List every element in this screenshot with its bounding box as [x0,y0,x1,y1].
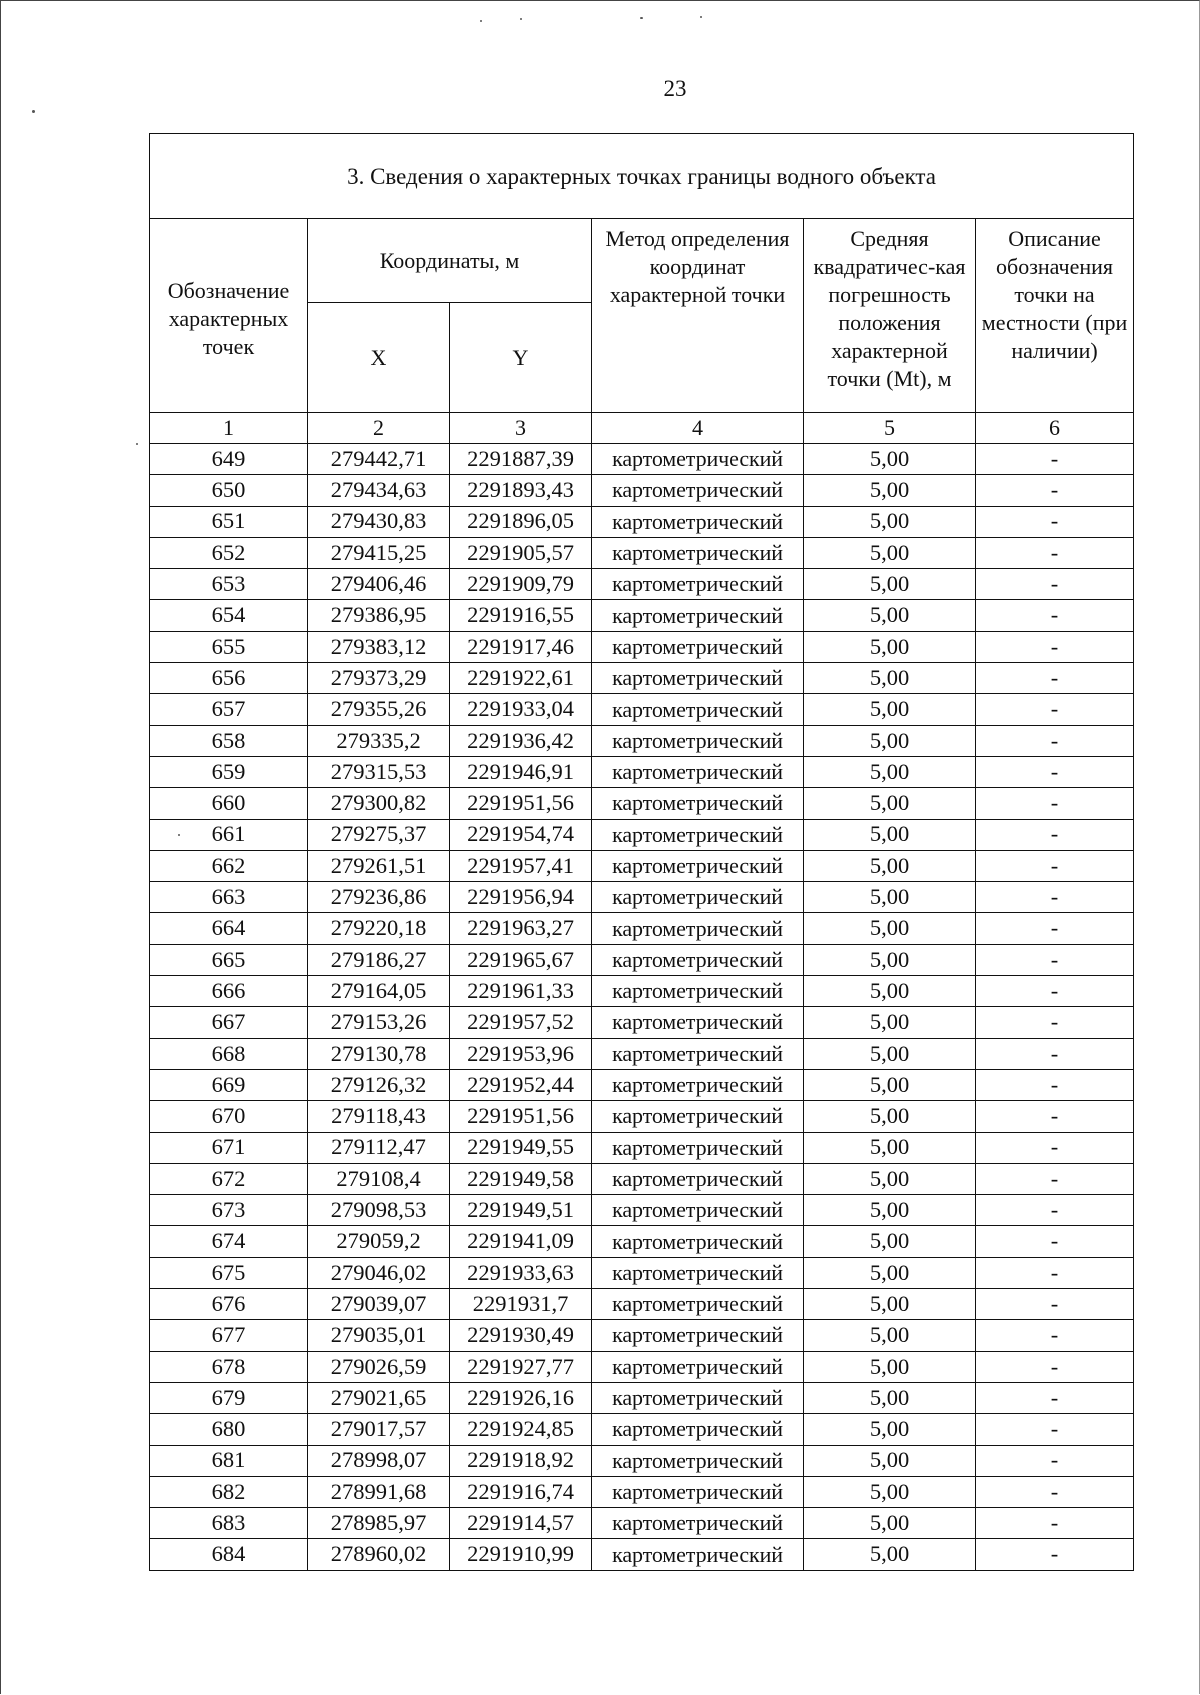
method-cell: картометрический [592,850,804,881]
table-row [150,1163,1134,1194]
column-number: 5 [804,413,976,444]
table-row [150,506,1134,537]
rms-error-cell: 5,00 [804,1351,976,1382]
method-cell: картометрический [592,1508,804,1539]
y-coordinate-cell: 2291956,94 [450,882,592,913]
y-coordinate-cell: 2291909,79 [450,569,592,600]
description-cell: - [976,1539,1134,1570]
table-row [150,1320,1134,1351]
method-cell: картометрический [592,976,804,1007]
description-cell: - [976,1382,1134,1413]
description-cell: - [976,444,1134,475]
x-coordinate-cell: 279059,2 [308,1226,450,1257]
header-coordinates: Координаты, м [308,219,592,303]
table-row [150,788,1134,819]
scan-speck [520,18,522,20]
method-cell: картометрический [592,1414,804,1445]
header-method: Метод определения координат характерной точки [592,219,804,413]
description-cell: - [976,1289,1134,1320]
point-designation-cell: 683 [150,1508,308,1539]
description-cell: - [976,1101,1134,1132]
table-title: 3. Сведения о характерных точках границы водного объекта [150,134,1134,219]
y-coordinate-cell: 2291946,91 [450,756,592,787]
x-coordinate-cell: 279261,51 [308,850,450,881]
method-cell: картометрический [592,1132,804,1163]
description-cell: - [976,1320,1134,1351]
point-designation-cell: 677 [150,1320,308,1351]
point-designation-cell: 664 [150,913,308,944]
description-cell: - [976,506,1134,537]
y-coordinate-cell: 2291957,41 [450,850,592,881]
y-coordinate-cell: 2291941,09 [450,1226,592,1257]
y-coordinate-cell: 2291933,04 [450,694,592,725]
y-coordinate-cell: 2291905,57 [450,537,592,568]
rms-error-cell: 5,00 [804,756,976,787]
scan-speck [640,17,643,19]
y-coordinate-cell: 2291926,16 [450,1382,592,1413]
method-cell: картометрический [592,694,804,725]
point-designation-cell: 660 [150,788,308,819]
point-designation-cell: 679 [150,1382,308,1413]
x-coordinate-cell: 279039,07 [308,1289,450,1320]
point-designation-cell: 662 [150,850,308,881]
description-cell: - [976,537,1134,568]
point-designation-cell: 665 [150,944,308,975]
x-coordinate-cell: 279130,78 [308,1038,450,1069]
x-coordinate-cell: 279236,86 [308,882,450,913]
rms-error-cell: 5,00 [804,475,976,506]
point-designation-cell: 661 [150,819,308,850]
table-row [150,1289,1134,1320]
x-coordinate-cell: 279442,71 [308,444,450,475]
point-designation-cell: 668 [150,1038,308,1069]
x-coordinate-cell: 279164,05 [308,976,450,1007]
description-cell: - [976,913,1134,944]
point-designation-cell: 655 [150,631,308,662]
method-cell: картометрический [592,663,804,694]
x-coordinate-cell: 279021,65 [308,1382,450,1413]
point-designation-cell: 667 [150,1007,308,1038]
table-row [150,663,1134,694]
point-designation-cell: 676 [150,1289,308,1320]
page-number: 23 [663,76,687,101]
method-cell: картометрический [592,725,804,756]
point-designation-cell: 673 [150,1195,308,1226]
description-cell: - [976,1508,1134,1539]
method-cell: картометрический [592,1195,804,1226]
description-cell: - [976,569,1134,600]
point-designation-cell: 669 [150,1069,308,1100]
table-body [150,444,1134,1571]
method-cell: картометрический [592,788,804,819]
method-cell: картометрический [592,819,804,850]
x-coordinate-cell: 279275,37 [308,819,450,850]
table-row [150,1508,1134,1539]
rms-error-cell: 5,00 [804,1007,976,1038]
x-coordinate-cell: 279035,01 [308,1320,450,1351]
header-point-designation: Обозначение характерных точек [150,219,308,413]
point-designation-cell: 652 [150,537,308,568]
column-number: 2 [308,413,450,444]
x-coordinate-cell: 279300,82 [308,788,450,819]
x-coordinate-cell: 278991,68 [308,1476,450,1507]
method-cell: картометрический [592,1351,804,1382]
method-cell: картометрический [592,756,804,787]
rms-error-cell: 5,00 [804,850,976,881]
description-cell: - [976,1069,1134,1100]
point-designation-cell: 678 [150,1351,308,1382]
table-row [150,756,1134,787]
method-cell: картометрический [592,1257,804,1288]
point-designation-cell: 658 [150,725,308,756]
point-designation-cell: 659 [150,756,308,787]
point-designation-cell: 653 [150,569,308,600]
description-cell: - [976,944,1134,975]
x-coordinate-cell: 279153,26 [308,1007,450,1038]
y-coordinate-cell: 2291918,92 [450,1445,592,1476]
rms-error-cell: 5,00 [804,537,976,568]
x-coordinate-cell: 279373,29 [308,663,450,694]
table-row [150,1257,1134,1288]
point-designation-cell: 650 [150,475,308,506]
table-row [150,944,1134,975]
rms-error-cell: 5,00 [804,1445,976,1476]
x-coordinate-cell: 279118,43 [308,1101,450,1132]
table-row [150,882,1134,913]
description-cell: - [976,882,1134,913]
table-row [150,976,1134,1007]
x-coordinate-cell: 279220,18 [308,913,450,944]
table-row [150,1132,1134,1163]
y-coordinate-cell: 2291957,52 [450,1007,592,1038]
method-cell: картометрический [592,569,804,600]
rms-error-cell: 5,00 [804,882,976,913]
table-row [150,600,1134,631]
x-coordinate-cell: 279335,2 [308,725,450,756]
point-designation-cell: 672 [150,1163,308,1194]
rms-error-cell: 5,00 [804,1163,976,1194]
y-coordinate-cell: 2291887,39 [450,444,592,475]
method-cell: картометрический [592,1163,804,1194]
rms-error-cell: 5,00 [804,506,976,537]
y-coordinate-cell: 2291933,63 [450,1257,592,1288]
rms-error-cell: 5,00 [804,1226,976,1257]
boundary-points-table [149,133,1134,1571]
x-coordinate-cell: 279112,47 [308,1132,450,1163]
point-designation-cell: 657 [150,694,308,725]
point-designation-cell: 684 [150,1539,308,1570]
method-cell: картометрический [592,600,804,631]
table-row [150,1007,1134,1038]
point-designation-cell: 671 [150,1132,308,1163]
x-coordinate-cell: 279415,25 [308,537,450,568]
rms-error-cell: 5,00 [804,444,976,475]
rms-error-cell: 5,00 [804,913,976,944]
method-cell: картометрический [592,882,804,913]
rms-error-cell: 5,00 [804,1289,976,1320]
x-coordinate-cell: 279430,83 [308,506,450,537]
table-row [150,1414,1134,1445]
description-cell: - [976,663,1134,694]
description-cell: - [976,1226,1134,1257]
rms-error-cell: 5,00 [804,694,976,725]
rms-error-cell: 5,00 [804,1539,976,1570]
rms-error-cell: 5,00 [804,1320,976,1351]
description-cell: - [976,475,1134,506]
column-number: 6 [976,413,1134,444]
table-row [150,569,1134,600]
rms-error-cell: 5,00 [804,1414,976,1445]
point-designation-cell: 681 [150,1445,308,1476]
x-coordinate-cell: 279406,46 [308,569,450,600]
description-cell: - [976,1414,1134,1445]
description-cell: - [976,725,1134,756]
description-cell: - [976,788,1134,819]
point-designation-cell: 670 [150,1101,308,1132]
x-coordinate-cell: 278960,02 [308,1539,450,1570]
point-designation-cell: 654 [150,600,308,631]
scan-speck [480,20,482,22]
y-coordinate-cell: 2291953,96 [450,1038,592,1069]
header-rms-error: Средняя квадратичес-кая погрешность положения характерной точки (Mt), м [804,219,976,413]
y-coordinate-cell: 2291916,55 [450,600,592,631]
rms-error-cell: 5,00 [804,1038,976,1069]
y-coordinate-cell: 2291954,74 [450,819,592,850]
table-row [150,694,1134,725]
point-designation-cell: 680 [150,1414,308,1445]
table-row [150,444,1134,475]
y-coordinate-cell: 2291949,51 [450,1195,592,1226]
table-row [150,1226,1134,1257]
description-cell: - [976,1038,1134,1069]
x-coordinate-cell: 278998,07 [308,1445,450,1476]
point-designation-cell: 682 [150,1476,308,1507]
table-row [150,537,1134,568]
x-coordinate-cell: 279186,27 [308,944,450,975]
method-cell: картометрический [592,944,804,975]
method-cell: картометрический [592,1289,804,1320]
description-cell: - [976,756,1134,787]
rms-error-cell: 5,00 [804,1382,976,1413]
description-cell: - [976,819,1134,850]
x-coordinate-cell: 279434,63 [308,475,450,506]
x-coordinate-cell: 279383,12 [308,631,450,662]
column-numbers-row [150,413,1134,444]
y-coordinate-cell: 2291922,61 [450,663,592,694]
rms-error-cell: 5,00 [804,1195,976,1226]
y-coordinate-cell: 2291931,7 [450,1289,592,1320]
header-x: X [308,303,450,413]
y-coordinate-cell: 2291949,55 [450,1132,592,1163]
description-cell: - [976,631,1134,662]
rms-error-cell: 5,00 [804,1257,976,1288]
description-cell: - [976,1163,1134,1194]
rms-error-cell: 5,00 [804,976,976,1007]
y-coordinate-cell: 2291916,74 [450,1476,592,1507]
method-cell: картометрический [592,1320,804,1351]
y-coordinate-cell: 2291952,44 [450,1069,592,1100]
point-designation-cell: 651 [150,506,308,537]
y-coordinate-cell: 2291910,99 [450,1539,592,1570]
description-cell: - [976,600,1134,631]
table-row [150,1038,1134,1069]
method-cell: картометрический [592,1101,804,1132]
method-cell: картометрический [592,631,804,662]
x-coordinate-cell: 279098,53 [308,1195,450,1226]
table-row [150,1069,1134,1100]
rms-error-cell: 5,00 [804,819,976,850]
method-cell: картометрический [592,537,804,568]
scan-speck [136,443,138,445]
point-designation-cell: 663 [150,882,308,913]
y-coordinate-cell: 2291896,05 [450,506,592,537]
table-row [150,913,1134,944]
method-cell: картометрический [592,1226,804,1257]
x-coordinate-cell: 279046,02 [308,1257,450,1288]
point-designation-cell: 674 [150,1226,308,1257]
rms-error-cell: 5,00 [804,600,976,631]
rms-error-cell: 5,00 [804,788,976,819]
description-cell: - [976,1445,1134,1476]
header-y: Y [450,303,592,413]
method-cell: картометрический [592,444,804,475]
rms-error-cell: 5,00 [804,631,976,662]
method-cell: картометрический [592,1007,804,1038]
y-coordinate-cell: 2291924,85 [450,1414,592,1445]
description-cell: - [976,694,1134,725]
description-cell: - [976,1476,1134,1507]
table-row [150,725,1134,756]
y-coordinate-cell: 2291930,49 [450,1320,592,1351]
y-coordinate-cell: 2291893,43 [450,475,592,506]
x-coordinate-cell: 279108,4 [308,1163,450,1194]
rms-error-cell: 5,00 [804,1476,976,1507]
table-row [150,1101,1134,1132]
description-cell: - [976,1132,1134,1163]
table-row [150,1476,1134,1507]
x-coordinate-cell: 279355,26 [308,694,450,725]
method-cell: картометрический [592,1445,804,1476]
column-number: 4 [592,413,804,444]
rms-error-cell: 5,00 [804,725,976,756]
table-row [150,1539,1134,1570]
rms-error-cell: 5,00 [804,1508,976,1539]
method-cell: картометрический [592,1382,804,1413]
rms-error-cell: 5,00 [804,944,976,975]
y-coordinate-cell: 2291914,57 [450,1508,592,1539]
method-cell: картометрический [592,913,804,944]
point-designation-cell: 649 [150,444,308,475]
column-number: 3 [450,413,592,444]
method-cell: картометрический [592,1539,804,1570]
y-coordinate-cell: 2291965,67 [450,944,592,975]
method-cell: картометрический [592,1069,804,1100]
x-coordinate-cell: 278985,97 [308,1508,450,1539]
x-coordinate-cell: 279126,32 [308,1069,450,1100]
description-cell: - [976,850,1134,881]
table-row [150,1382,1134,1413]
column-number: 1 [150,413,308,444]
rms-error-cell: 5,00 [804,1101,976,1132]
y-coordinate-cell: 2291951,56 [450,788,592,819]
description-cell: - [976,1195,1134,1226]
y-coordinate-cell: 2291936,42 [450,725,592,756]
scan-speck [32,110,35,113]
description-cell: - [976,976,1134,1007]
y-coordinate-cell: 2291963,27 [450,913,592,944]
description-cell: - [976,1007,1134,1038]
point-designation-cell: 675 [150,1257,308,1288]
method-cell: картометрический [592,1476,804,1507]
table-row [150,1195,1134,1226]
rms-error-cell: 5,00 [804,663,976,694]
y-coordinate-cell: 2291927,77 [450,1351,592,1382]
header-description: Описание обозначения точки на местности (при наличии) [976,219,1134,413]
method-cell: картометрический [592,1038,804,1069]
table-row [150,1445,1134,1476]
rms-error-cell: 5,00 [804,1132,976,1163]
description-cell: - [976,1351,1134,1382]
table-row [150,850,1134,881]
y-coordinate-cell: 2291951,56 [450,1101,592,1132]
table-row [150,819,1134,850]
y-coordinate-cell: 2291961,33 [450,976,592,1007]
x-coordinate-cell: 279386,95 [308,600,450,631]
x-coordinate-cell: 279315,53 [308,756,450,787]
point-designation-cell: 666 [150,976,308,1007]
y-coordinate-cell: 2291917,46 [450,631,592,662]
rms-error-cell: 5,00 [804,1069,976,1100]
x-coordinate-cell: 279017,57 [308,1414,450,1445]
scan-speck [700,16,702,18]
method-cell: картометрический [592,506,804,537]
description-cell: - [976,1257,1134,1288]
y-coordinate-cell: 2291949,58 [450,1163,592,1194]
rms-error-cell: 5,00 [804,569,976,600]
table-row [150,631,1134,662]
method-cell: картометрический [592,475,804,506]
x-coordinate-cell: 279026,59 [308,1351,450,1382]
point-designation-cell: 656 [150,663,308,694]
table-row [150,1351,1134,1382]
table-row [150,475,1134,506]
